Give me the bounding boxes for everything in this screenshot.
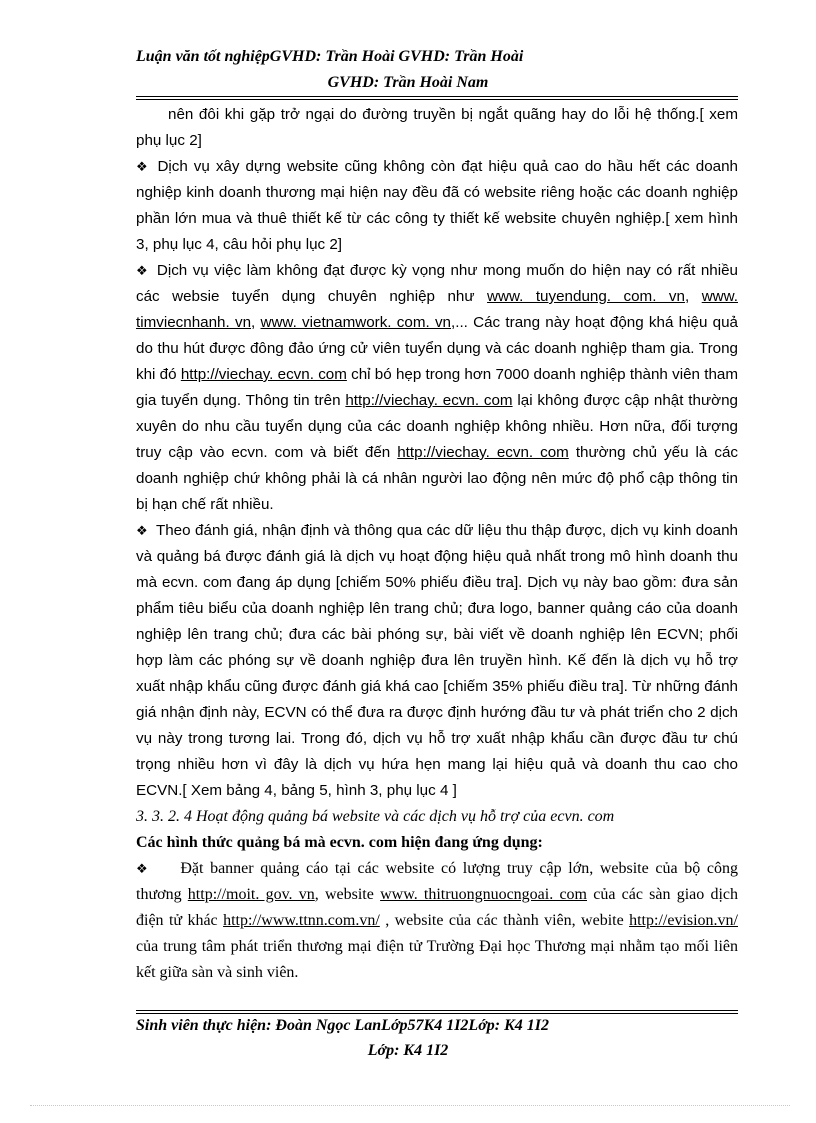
- paragraph-text: nên đôi khi gặp trở ngại do đường truyền bị ngắt quãng hay do lỗi hệ thống.[ xem phụ lục 2]: [136, 106, 738, 149]
- link-ttnn[interactable]: http://www.ttnn.com.vn/: [223, 912, 380, 929]
- footer-rule-double: [136, 1013, 738, 1014]
- footer-rule: [136, 1010, 738, 1011]
- page-boundary-dotted: [30, 1105, 790, 1106]
- paragraph-text: Đặt banner quảng cáo tại các website có lượng truy cập lớn, website của bộ công thương: [136, 860, 738, 903]
- paragraph-text: lại không được cập nhật thường xuyên do nhu cầu tuyển dụng của các doanh nghiệp không nhiều. Hơn nữa, đối tượng truy cập vào ecvn. com và biết đến: [136, 392, 738, 461]
- link-moit[interactable]: http://moit. gov. vn: [187, 886, 315, 903]
- bullet-website-service: [136, 154, 738, 258]
- paragraph-text: của các sàn giao dịch điện tử khác: [136, 886, 739, 929]
- footer-line-2: Lớp: K4 1I2: [367, 1042, 449, 1059]
- header-rule-double: [136, 99, 738, 100]
- paragraph-intro: [136, 102, 738, 154]
- link-vietnamwork[interactable]: www. vietnamwork. com. vn: [260, 314, 451, 331]
- paragraph-text: , website của các thành viên, webite: [379, 912, 630, 929]
- link-tuyendung[interactable]: www. tuyendung. com. vn: [487, 288, 685, 305]
- paragraph-text: chỉ bó hẹp trong hơn 7000 doanh nghiệp thành viên tham gia tuyển dụng. Thông tin trên: [136, 366, 739, 409]
- bullet-job-service: [136, 258, 738, 518]
- link-viechay-3[interactable]: http://viechay. ecvn. com: [397, 444, 569, 461]
- page-body: [136, 102, 738, 986]
- paragraph-text: thường chủ yếu là các doanh nghiệp chứ không phải là cá nhân người lao động nên mức độ phổ cập thông tin bị hạn chế rất nhiều.: [136, 444, 738, 513]
- bullet-evaluation: [136, 518, 738, 804]
- link-evision[interactable]: http://evision.vn/: [629, 912, 738, 929]
- paragraph-text: của trung tâm phát triển thương mại điện tử Trường Đại học Thương mại nhằm tạo mối liên kết giữa sàn và sinh viên.: [136, 938, 738, 981]
- header-line-1: Luận văn tốt nghiệpGVHD: Trần Hoài GVHD: Trần Hoài: [136, 48, 524, 65]
- section-subheading: Các hình thức quảng bá mà ecvn. com hiện đang ứng dụng:: [136, 834, 543, 851]
- paragraph-text: , website: [314, 886, 381, 903]
- paragraph-text: ,: [684, 288, 702, 305]
- paragraph-text: Theo đánh giá, nhận định và thông qua các dữ liệu thu thập được, dịch vụ kinh doanh và quảng bá được đánh giá là dịch vụ hoạt động hiệu quả nhất trong mô hình doanh thu mà ecvn. com đang áp dụng [chiếm 50% phiếu điều tra]. Dịch vụ này bao gồm: đưa sản phẩm tiêu biểu của doanh nghiệp lên trang chủ; đưa logo, banner quảng cáo của doanh nghiệp lên trang chủ; đưa các bài phóng sự, bài viết về doanh nghiệp lên ECVN; phối hợp làm các phóng sự về doanh nghiệp đưa lên truyền hình. Kế đến là dịch vụ hỗ trợ xuất nhập khẩu cũng được đánh giá khá cao [chiếm 35% phiếu điều tra]. Từ những đánh giá nhận định này, ECVN có thể đưa ra được định hướng đầu tư và phát triển cho 2 dịch vụ này trong tương lai. Trong đó, dịch vụ hỗ trợ xuất nhập khẩu cần được đầu tư chú trọng nhiều hơn vì đây là dịch vụ hứa hẹn mang lại hiệu quả và doanh thu cao cho ECVN.[ Xem bảng 4, bảng 5, hình 3, phụ lục 4 ]: [136, 522, 739, 799]
- paragraph-text: Dịch vụ xây dựng website cũng không còn đạt hiệu quả cao do hầu hết các doanh nghiệp kinh doanh thương mại hiện nay đều đã có website riêng hoặc các doanh nghiệp phần lớn mua và thuê thiết kế từ các công ty thiết kế website chuyên nghiệp.[ xem hình 3, phụ lục 4, câu hỏi phụ lục 2]: [136, 158, 738, 253]
- link-viechay-1[interactable]: http://viechay. ecvn. com: [180, 366, 347, 383]
- paragraph-text: ,: [251, 314, 261, 331]
- paragraph-text: ,... Các trang này hoạt động khá hiệu quả do thu hút được đông đảo ứng cử viên tuyển dụng và các doanh nghiệp tham gia. Trong khi đó: [136, 314, 738, 383]
- bullet-banner-ads: [136, 856, 738, 986]
- link-viechay-2[interactable]: http://viechay. ecvn. com: [345, 392, 513, 409]
- link-thitruongnuocngoai[interactable]: www. thitruongnuocngoai. com: [380, 886, 587, 903]
- section-heading: 3. 3. 2. 4 Hoạt động quảng bá website và các dịch vụ hỗ trợ của ecvn. com: [136, 808, 615, 825]
- link-timviecnhanh[interactable]: www. timviecnhanh. vn: [136, 288, 738, 331]
- header-rule: [136, 96, 738, 97]
- header-line-2: GVHD: Trần Hoài Nam: [327, 74, 489, 91]
- footer-line-1: Sinh viên thực hiện: Đoàn Ngọc LanLớp57K4 1I2Lớp: K4 1I2: [136, 1017, 550, 1034]
- paragraph-text: Dịch vụ việc làm không đạt được kỳ vọng như mong muốn do hiện nay có rất nhiều các websie tuyển dụng chuyên nghiệp như: [136, 262, 738, 305]
